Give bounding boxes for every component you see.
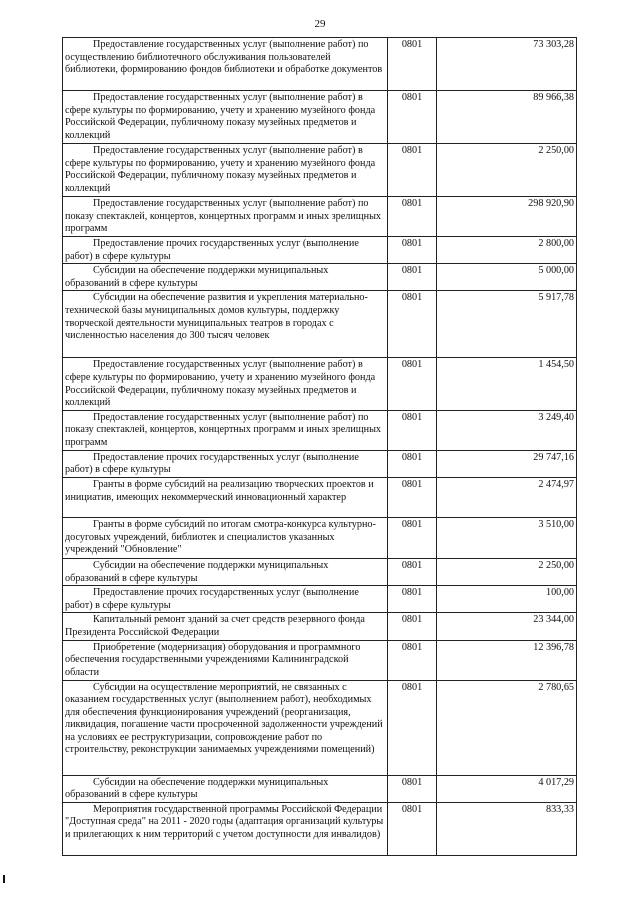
- table-row: [63, 91, 577, 144]
- row-amount: 833,33: [437, 802, 577, 855]
- row-amount: 3 249,40: [437, 410, 577, 450]
- row-code: 0801: [388, 586, 437, 613]
- row-amount: 298 920,90: [437, 197, 577, 237]
- row-code: 0801: [388, 264, 437, 291]
- table-row: [63, 558, 577, 585]
- row-amount: 23 344,00: [437, 613, 577, 640]
- row-description: Приобретение (модернизация) оборудования и программного обеспечения государственными учреждениями Калининградской области: [63, 640, 388, 680]
- row-code: 0801: [388, 640, 437, 680]
- row-description: Предоставление государственных услуг (выполнение работ) в сфере культуры по формированию, учету и хранению музейного фонда Российской Федерации, публичному показу музейных предметов и коллекций: [63, 144, 388, 197]
- row-amount: 2 474,97: [437, 477, 577, 517]
- row-code: 0801: [388, 410, 437, 450]
- row-amount: 89 966,38: [437, 91, 577, 144]
- row-amount: 3 510,00: [437, 517, 577, 558]
- row-code: 0801: [388, 613, 437, 640]
- row-description: Предоставление государственных услуг (выполнение работ) по показу спектаклей, концертов, концертных программ и иных зрелищных программ: [63, 410, 388, 450]
- row-description: Предоставление государственных услуг (выполнение работ) в сфере культуры по формированию, учету и хранению музейного фонда Российской Федерации, публичному показу музейных предметов и коллекций: [63, 91, 388, 144]
- row-description: Капитальный ремонт зданий за счет средств резервного фонда Президента Российской Федерации: [63, 613, 388, 640]
- table-row: [63, 358, 577, 410]
- row-amount: 100,00: [437, 586, 577, 613]
- row-amount: 2 250,00: [437, 558, 577, 585]
- table-row: [63, 802, 577, 855]
- row-description: Субсидии на осуществление мероприятий, не связанных с оказанием государственных услуг (выполнением работ), необходимых для обеспечения функционирования учреждений (реорганизация, ликвидация, погашение части просроченной задолженности учреждений на условиях ее реструктуризации, сопровождение работ по строительству, реконструкции занимаемых учреждениями помещений): [63, 680, 388, 775]
- row-description: Субсидии на обеспечение поддержки муниципальных образований в сфере культуры: [63, 264, 388, 291]
- row-amount: 1 454,50: [437, 358, 577, 410]
- table-row: [63, 640, 577, 680]
- row-description: Предоставление прочих государственных услуг (выполнение работ) в сфере культуры: [63, 586, 388, 613]
- row-amount: 2 780,65: [437, 680, 577, 775]
- table-row: [63, 450, 577, 477]
- row-code: 0801: [388, 517, 437, 558]
- table-row: [63, 775, 577, 802]
- row-description: Предоставление прочих государственных услуг (выполнение работ) в сфере культуры: [63, 237, 388, 264]
- table-row: [63, 613, 577, 640]
- row-description: Гранты в форме субсидий на реализацию творческих проектов и инициатив, имеющих некоммерческий инновационный характер: [63, 477, 388, 517]
- table-row: [63, 477, 577, 517]
- table-row: [63, 264, 577, 291]
- row-amount: 4 017,29: [437, 775, 577, 802]
- table-row: [63, 197, 577, 237]
- row-code: 0801: [388, 144, 437, 197]
- table-row: [63, 586, 577, 613]
- row-amount: 29 747,16: [437, 450, 577, 477]
- page-number: 29: [314, 18, 326, 30]
- scan-margin-mark: [3, 875, 5, 883]
- table-row: [63, 410, 577, 450]
- row-code: 0801: [388, 558, 437, 585]
- row-code: 0801: [388, 775, 437, 802]
- row-amount: 12 396,78: [437, 640, 577, 680]
- row-code: 0801: [388, 802, 437, 855]
- row-amount: 2 250,00: [437, 144, 577, 197]
- row-code: 0801: [388, 91, 437, 144]
- row-code: 0801: [388, 38, 437, 91]
- row-amount: 73 303,28: [437, 38, 577, 91]
- row-code: 0801: [388, 237, 437, 264]
- row-description: Мероприятия государственной программы Российской Федерации "Доступная среда" на 2011 - 2020 годы (адаптация организаций культуры и прилегающих к ним территорий с учетом доступности для инвалидов): [63, 802, 388, 855]
- row-description: Предоставление государственных услуг (выполнение работ) в сфере культуры по формированию, учету и хранению музейного фонда Российской Федерации, публичному показу музейных предметов и коллекций: [63, 358, 388, 410]
- table-row: [63, 291, 577, 358]
- row-code: 0801: [388, 477, 437, 517]
- row-description: Субсидии на обеспечение развития и укрепления материально-технической базы муниципальных домов культуры, поддержку творческой деятельности муниципальных театров в городах с численностью населения до 300 тысяч человек: [63, 291, 388, 358]
- row-code: 0801: [388, 680, 437, 775]
- row-code: 0801: [388, 197, 437, 237]
- table-row: [63, 38, 577, 91]
- row-amount: 2 800,00: [437, 237, 577, 264]
- row-amount: 5 000,00: [437, 264, 577, 291]
- row-description: Предоставление государственных услуг (выполнение работ) по осуществлению библиотечного обслуживания пользователей библиотеки, формированию фондов библиотеки и обработке документов: [63, 38, 388, 91]
- row-amount: 5 917,78: [437, 291, 577, 358]
- row-code: 0801: [388, 358, 437, 410]
- row-description: Предоставление прочих государственных услуг (выполнение работ) в сфере культуры: [63, 450, 388, 477]
- table-row: [63, 517, 577, 558]
- table-row: [63, 144, 577, 197]
- row-code: 0801: [388, 450, 437, 477]
- row-description: Субсидии на обеспечение поддержки муниципальных образований в сфере культуры: [63, 775, 388, 802]
- row-description: Предоставление государственных услуг (выполнение работ) по показу спектаклей, концертов, концертных программ и иных зрелищных программ: [63, 197, 388, 237]
- row-code: 0801: [388, 291, 437, 358]
- table-row: [63, 680, 577, 775]
- row-description: Гранты в форме субсидий по итогам смотра-конкурса культурно-досуговых учреждений, библиотек и специалистов указанных учреждений "Обновление": [63, 517, 388, 558]
- table-row: [63, 237, 577, 264]
- row-description: Субсидии на обеспечение поддержки муниципальных образований в сфере культуры: [63, 558, 388, 585]
- budget-table: [62, 37, 577, 856]
